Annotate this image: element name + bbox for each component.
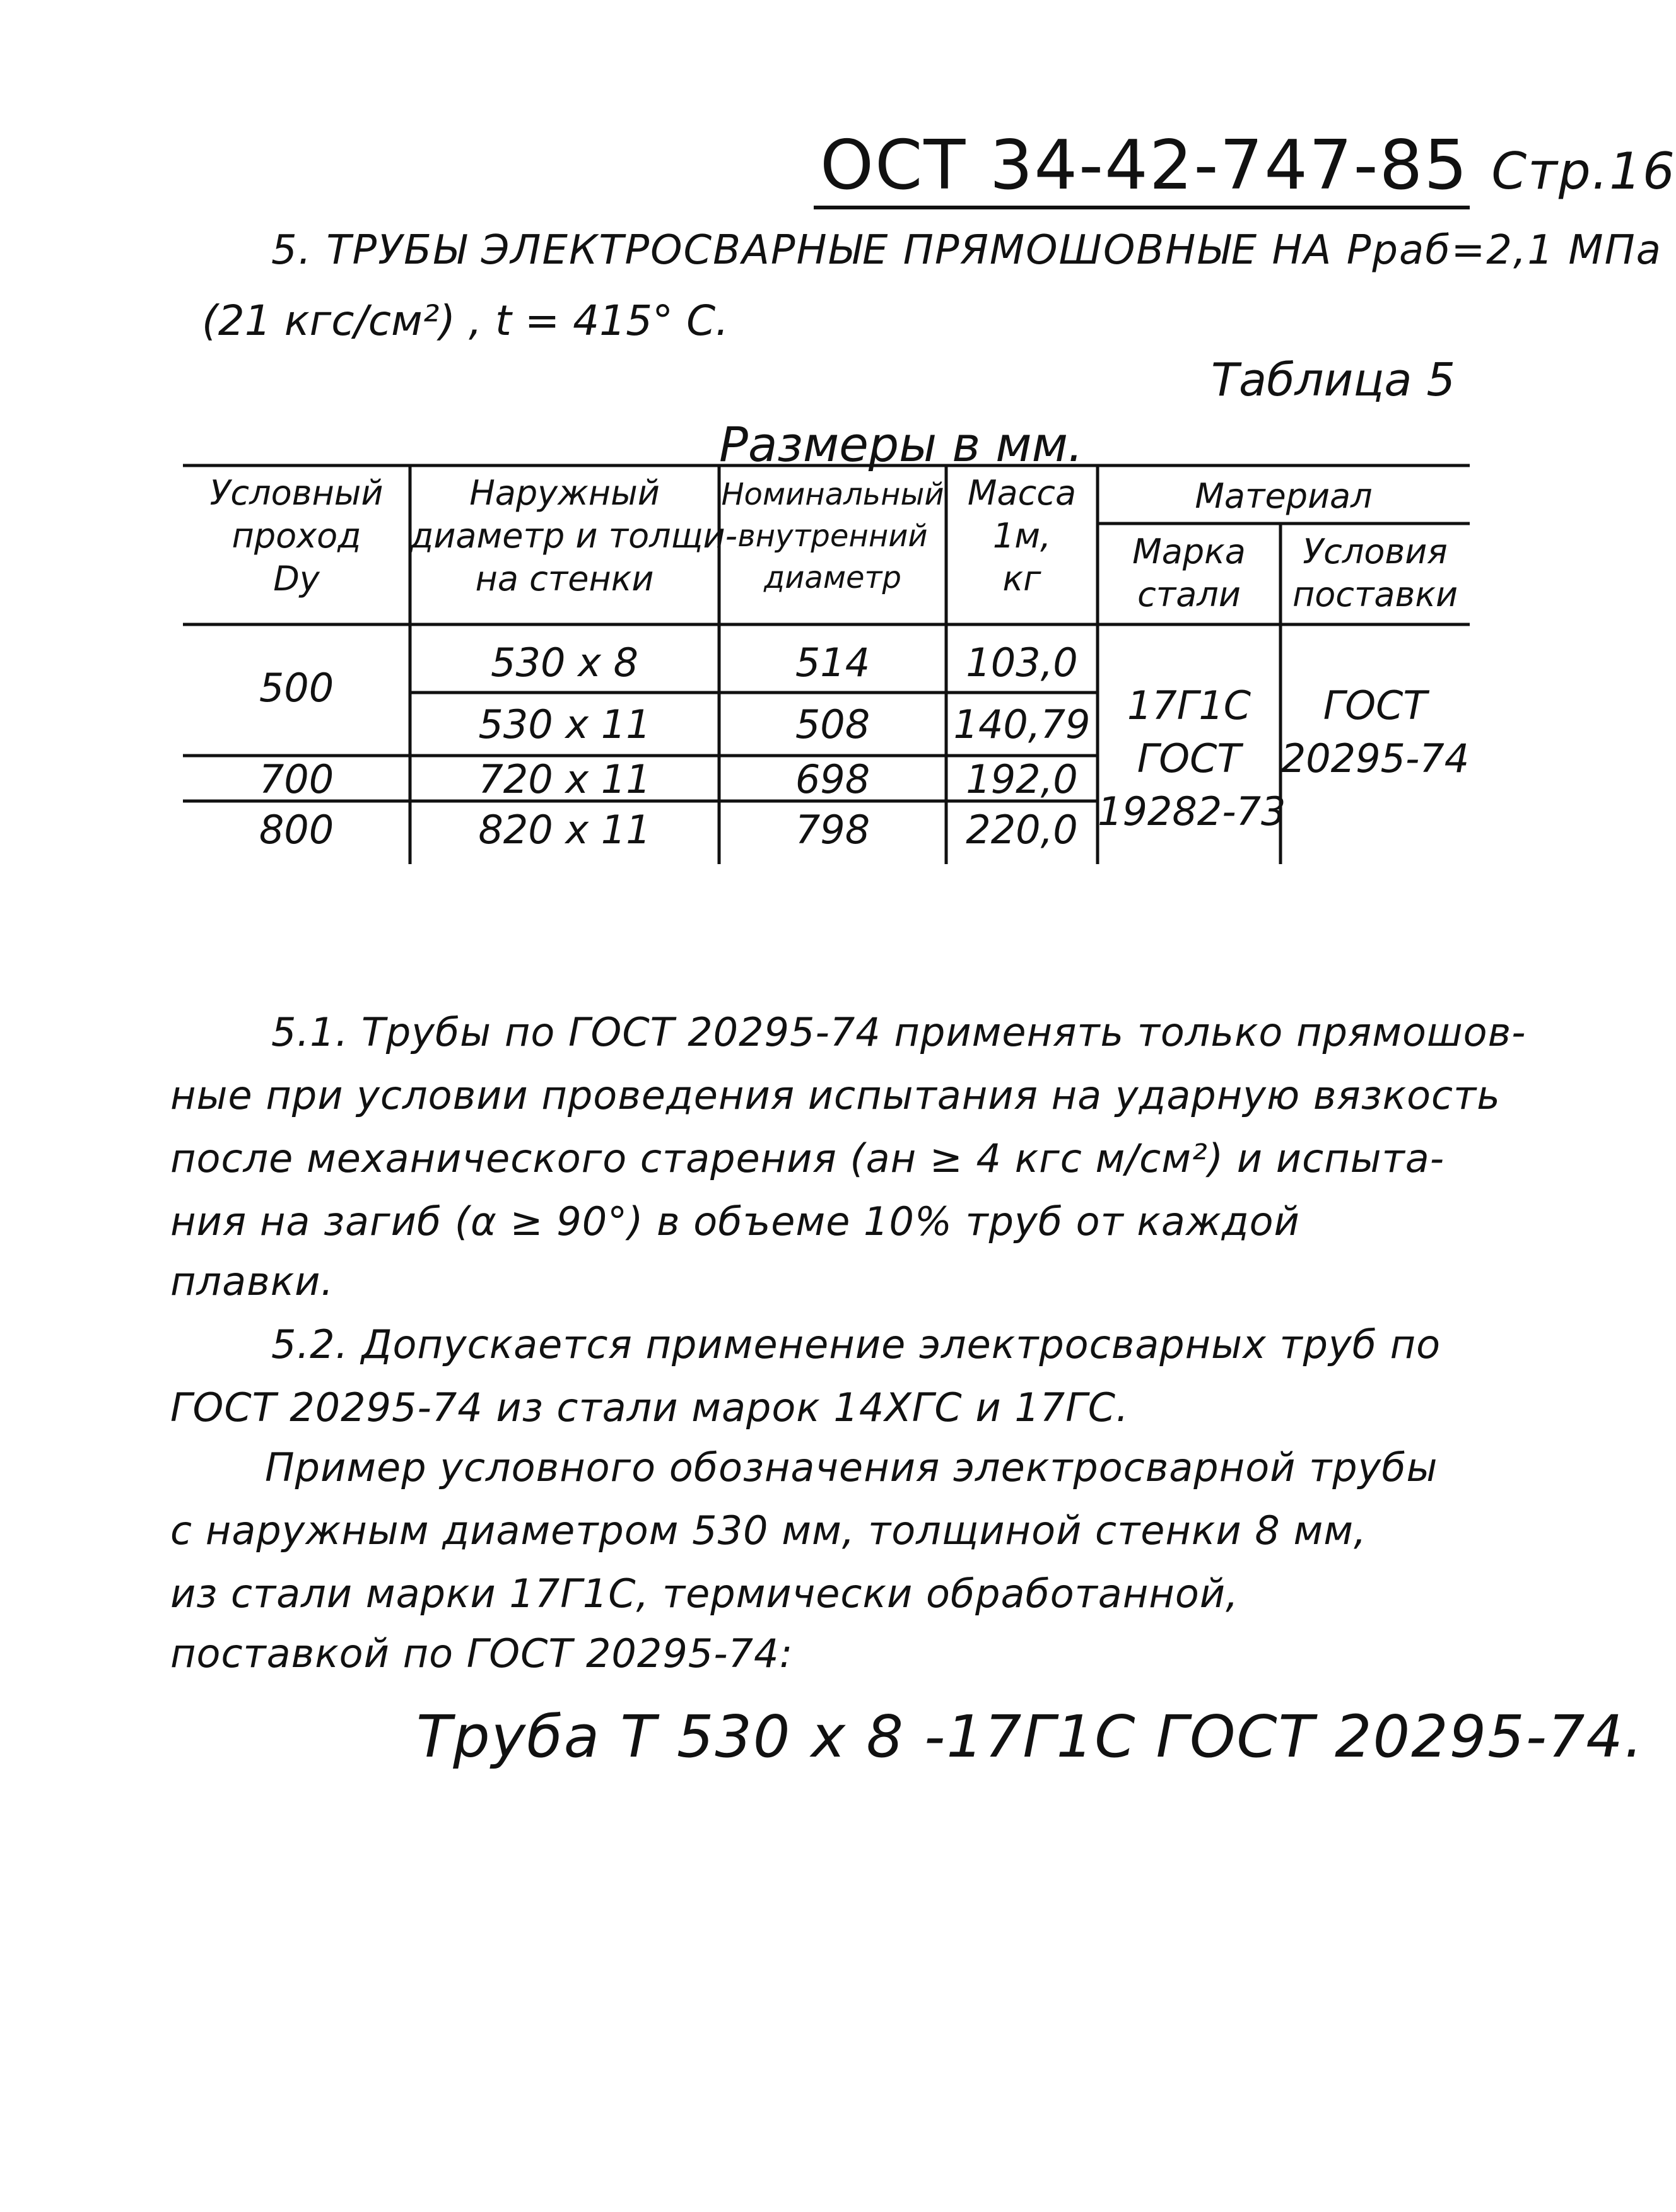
cell-inner-row1: 514	[795, 640, 870, 686]
header-inner-diameter-line2: внутренний	[737, 518, 928, 554]
document-code-text: ОСТ 34-42-747-85	[820, 126, 1469, 205]
header-nominal-bore-line1: Условный	[209, 473, 384, 513]
header-mass-line1: Масса	[967, 473, 1077, 513]
table-label: Таблица 5	[1211, 353, 1456, 406]
para-5-1-line3: после механического старения (ан ≥ 4 кгс м/см²) и испыта-	[170, 1135, 1445, 1181]
header-supply-conditions	[1280, 532, 1470, 614]
supply-conditions-line1: ГОСТ	[1323, 682, 1427, 729]
cell-mass-row4: 220,0	[966, 807, 1078, 853]
header-nominal-bore	[183, 473, 410, 599]
cell-dy-700: 700	[259, 756, 334, 802]
para-5-2-line1: 5.2. Допускается применение электросварных труб по	[271, 1321, 1441, 1367]
para-5-2-line2: ГОСТ 20295-74 из стали марок 14ХГС и 17ГС.	[170, 1384, 1129, 1431]
header-outer-diameter-line1: Наружный	[469, 473, 660, 513]
header-steel-grade-line1: Марка	[1132, 532, 1246, 571]
example-line4: поставкой по ГОСТ 20295-74:	[170, 1630, 794, 1677]
cell-mass-row1: 103,0	[966, 640, 1078, 686]
header-outer-diameter-line2: диаметр и толщи-	[410, 516, 738, 556]
header-inner-diameter-line1: Номинальный	[721, 477, 944, 512]
header-nominal-bore-line3: Dу	[273, 559, 320, 599]
header-nominal-bore-line2: проход	[231, 516, 361, 556]
cell-steel-grade	[1098, 682, 1286, 834]
section-conditions: (21 кгс/см²) , t = 415° С.	[202, 296, 729, 345]
header-inner-diameter-line3: диаметр	[764, 560, 901, 595]
table-caption: Размеры в мм.	[719, 416, 1084, 472]
cell-mass-row2: 140,79	[953, 701, 1091, 747]
para-5-1-line4: ния на загиб (α ≥ 90°) в объеме 10% труб от каждой	[170, 1198, 1300, 1244]
header-outer-diameter-line3: на стенки	[475, 559, 654, 599]
steel-grade-line2: ГОСТ	[1137, 735, 1241, 781]
section-title: 5. ТРУБЫ ЭЛЕКТРОСВАРНЫЕ ПРЯМОШОВНЫЕ НА Рраб=2,1 МПа	[271, 227, 1662, 274]
cell-supply-conditions	[1280, 682, 1470, 781]
header-mass	[946, 473, 1098, 599]
steel-grade-line1: 17Г1С	[1127, 682, 1251, 729]
header-supply-conditions-line1: Условия	[1303, 532, 1448, 571]
para-5-1-line2: ные при условии проведения испытания на ударную вязкость	[170, 1072, 1501, 1118]
cell-outer-row1: 530 х 8	[491, 640, 638, 686]
header-steel-grade-line2: стали	[1137, 575, 1241, 614]
para-5-1-line1: 5.1. Трубы по ГОСТ 20295-74 применять только прямошов-	[271, 1009, 1527, 1055]
cell-outer-row3: 720 х 11	[478, 756, 651, 802]
header-outer-diameter	[410, 473, 738, 599]
supply-conditions-line2: 20295-74	[1280, 735, 1470, 781]
header-material: Материал	[1195, 476, 1373, 516]
cell-outer-row2: 530 х 11	[478, 701, 651, 747]
designation-example: Труба Т 530 х 8 -17Г1С ГОСТ 20295-74.	[416, 1703, 1644, 1770]
header-supply-conditions-line2: поставки	[1292, 575, 1458, 614]
example-line2: с наружным диаметром 530 мм, толщиной стенки 8 мм,	[170, 1507, 1367, 1554]
cell-outer-row4: 820 х 11	[478, 807, 651, 853]
steel-grade-line3: 19282-73	[1098, 788, 1286, 834]
cell-inner-row3: 698	[795, 756, 870, 802]
page-number: Стр.16	[1491, 142, 1676, 201]
header-inner-diameter	[719, 479, 946, 593]
example-line1: Пример условного обозначения электросварной трубы	[265, 1444, 1438, 1490]
para-5-1-line5: плавки.	[170, 1258, 334, 1304]
cell-inner-row2: 508	[795, 701, 870, 747]
cell-mass-row3: 192,0	[966, 756, 1078, 802]
cell-dy-800: 800	[259, 807, 334, 853]
cell-dy-500: 500	[259, 665, 334, 711]
example-line3: из стали марки 17Г1С, термически обработанной,	[170, 1571, 1239, 1617]
header-steel-grade	[1098, 532, 1280, 614]
header-mass-line3: кг	[1002, 559, 1041, 599]
header-mass-line2: 1м,	[992, 516, 1052, 556]
cell-inner-row4: 798	[795, 807, 870, 853]
